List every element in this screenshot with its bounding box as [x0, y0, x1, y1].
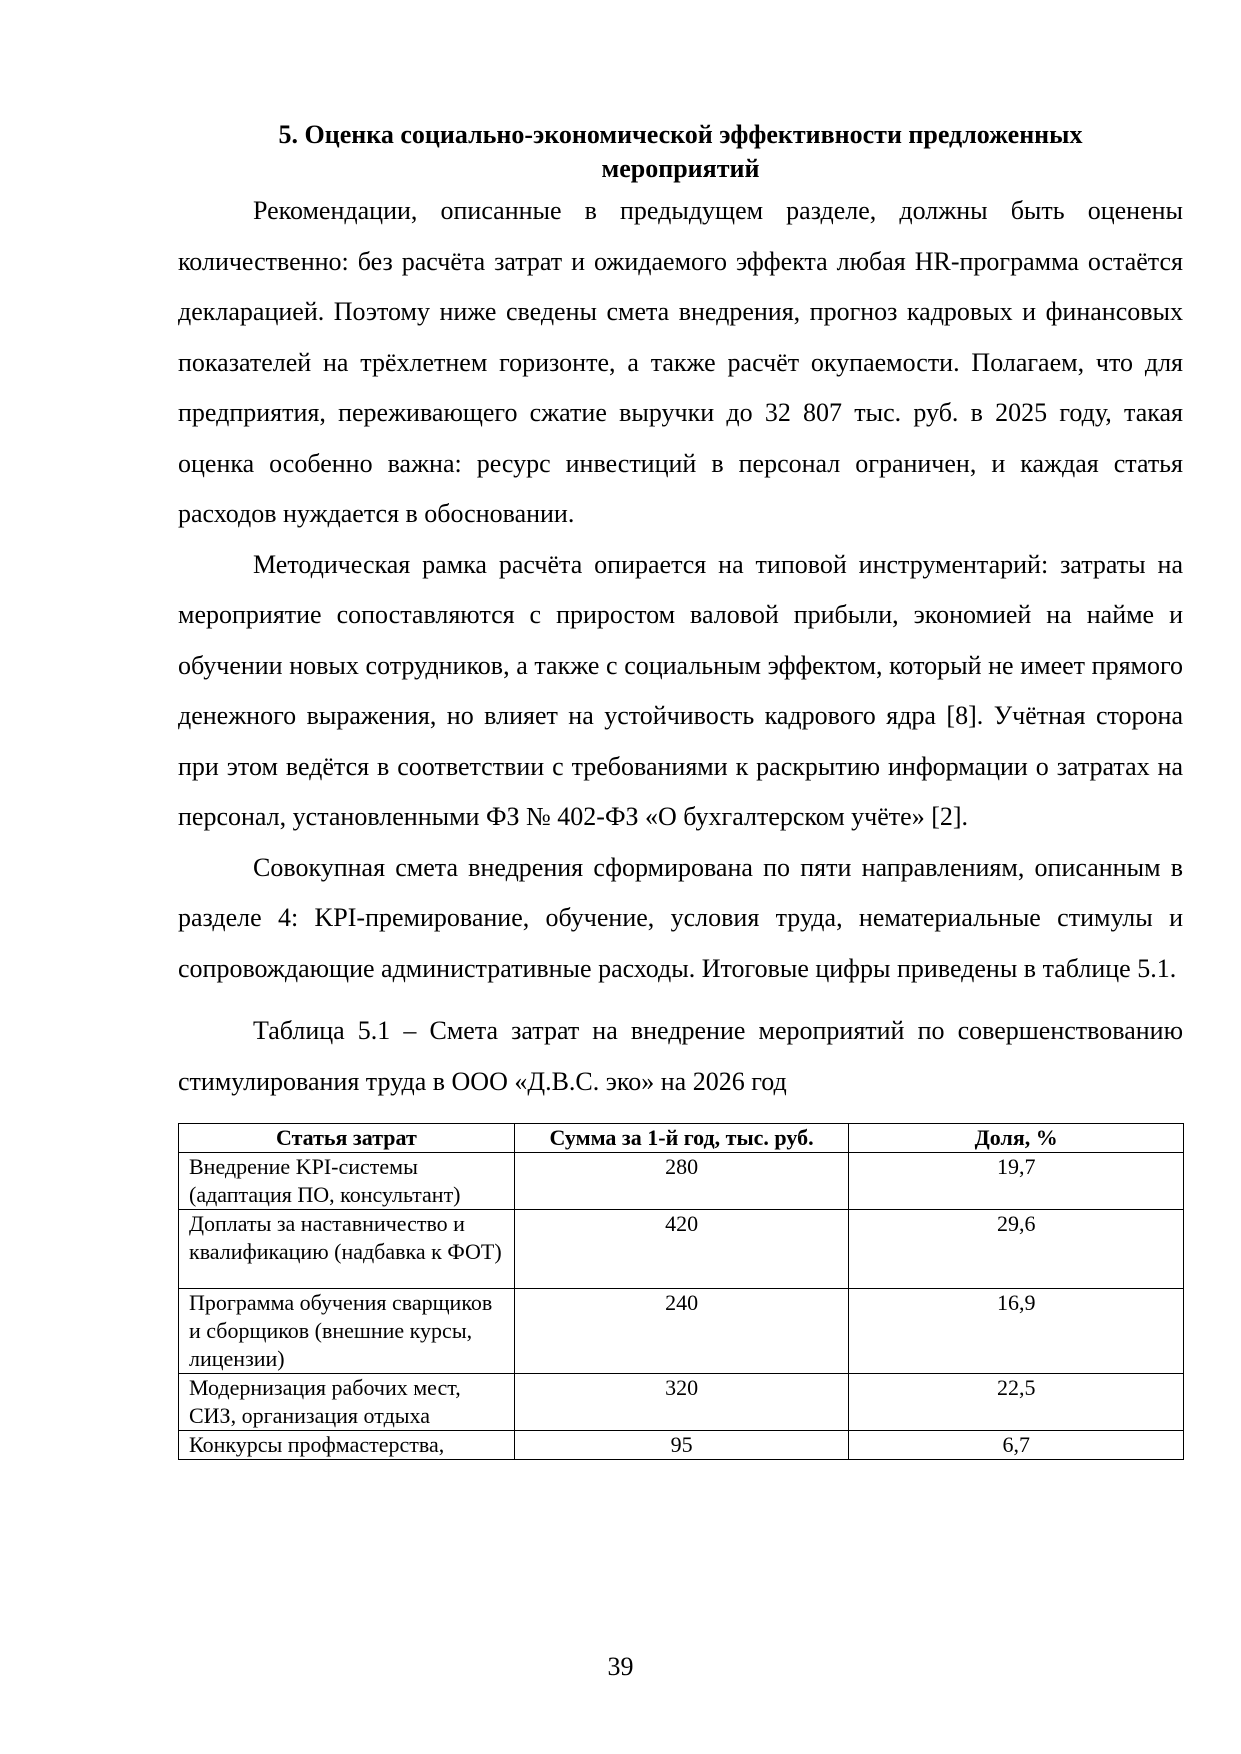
cell-share: 6,7 [849, 1431, 1184, 1460]
cell-share: 19,7 [849, 1153, 1184, 1210]
cell-share: 16,9 [849, 1289, 1184, 1374]
paragraph-methodology: Методическая рамка расчёта опирается на типовой инструментарий: затраты на мероприятие сопоставляются с приростом валовой прибыли, экономией на найме и обучении новых сотрудников, а также с социальным эффектом, который не имеет прямого денежного выражения, но влияет на устойчивость кадрового ядра [8]. Учётная сторона при этом ведётся в соответствии с требованиями к раскрытию информации о затратах на персонал, установленными ФЗ № 402-ФЗ «О бухгалтерском учёте» [2]. [178, 549, 1183, 831]
paragraph-intro: Рекомендации, описанные в предыдущем разделе, должны быть оценены количественно: без расчёта затрат и ожидаемого эффекта любая HR-программа остаётся декларацией. Поэтому ниже сведены смета внедрения, прогноз кадровых и финансовых показателей на трёхлетнем горизонте, а также расчёт окупаемости. Полагаем, что для предприятия, переживающего сжатие выручки до 32 807 тыс. руб. в 2025 году, такая оценка особенно важна: ресурс инвестиций в персонал ограничен, и каждая статья расходов нуждается в обосновании. [178, 196, 1183, 528]
table-row [179, 1431, 1184, 1460]
table-row [179, 1374, 1184, 1431]
header-amount: Сумма за 1-й год, тыс. руб. [514, 1124, 849, 1153]
header-cost-item: Статья затрат [179, 1124, 515, 1153]
cell-cost-item: Модернизация рабочих мест, СИЗ, организация отдыха [179, 1374, 515, 1431]
cell-amount: 240 [514, 1289, 849, 1374]
table-row [179, 1153, 1184, 1210]
table-row [179, 1289, 1184, 1374]
cell-amount: 280 [514, 1153, 849, 1210]
cell-cost-item: Доплаты за наставничество и квалификацию (надбавка к ФОТ) [179, 1210, 515, 1289]
table-row [179, 1210, 1184, 1289]
cell-amount: 95 [514, 1431, 849, 1460]
cell-share: 22,5 [849, 1374, 1184, 1431]
cell-share: 29,6 [849, 1210, 1184, 1289]
page-number: 39 [607, 1652, 634, 1681]
cell-amount: 420 [514, 1210, 849, 1289]
table-caption: Таблица 5.1 – Смета затрат на внедрение мероприятий по совершенствованию стимулирования труда в ООО «Д.В.С. эко» на 2026 год [178, 1016, 1183, 1096]
section-title: 5. Оценка социально-экономической эффективности предложенных мероприятий [278, 120, 1083, 183]
header-share: Доля, % [849, 1124, 1184, 1153]
cell-cost-item: Внедрение KPI-системы (адаптация ПО, консультант) [179, 1153, 515, 1210]
cost-estimate-table [178, 1123, 1184, 1460]
cell-amount: 320 [514, 1374, 849, 1431]
table-header-row [179, 1124, 1184, 1153]
paragraph-estimate: Совокупная смета внедрения сформирована по пяти направлениям, описанным в разделе 4: KPI-премирование, обучение, условия труда, нематериальные стимулы и сопровождающие административные расходы. Итоговые цифры приведены в таблице 5.1. [178, 852, 1183, 983]
document-page [178, 118, 1183, 1460]
cell-cost-item: Программа обучения сварщиков и сборщиков (внешние курсы, лицензии) [179, 1289, 515, 1374]
cell-cost-item: Конкурсы профмастерства, [179, 1431, 515, 1460]
